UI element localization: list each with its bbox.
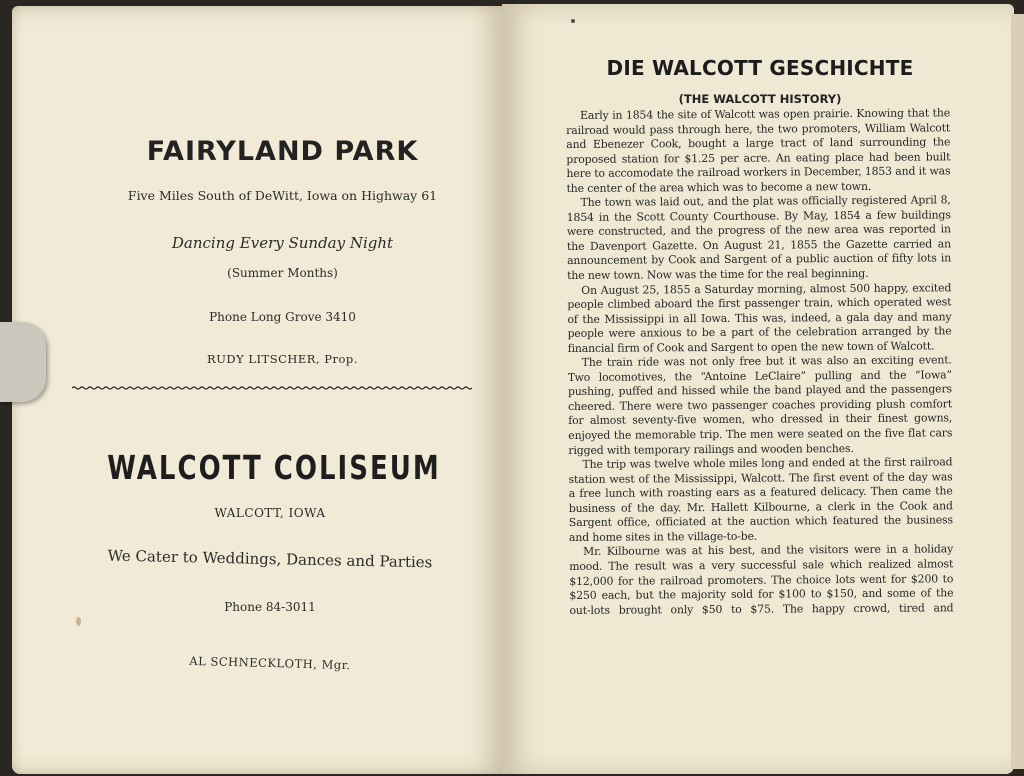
article-paragraph: The trip was twelve whole miles long and ended at the first railroad station west of the Mississippi, Walcott. The first event of the day was a free lunch with roasting ears as a featured delicacy. Then came the business of the day. Mr. Hallett Kilbourne, a clerk in the Cook and Sargent office, officiated at the auction which featured the business and home sites in the village-to-be. (568, 455, 953, 544)
fairyland-proprietor: RUDY LITSCHER, Prop. (207, 352, 358, 366)
article-paragraph: On August 25, 1855 a Saturday morning, almost 500 happy, excited people climbed aboard the first passenger train, which operated west of the Mississippi in all Iowa. This was, indeed, a gala day and many people were anxious to be a part of the celebration arranged by the financial firm of Cook and Sargent to open the new town of Walcott. (567, 280, 952, 355)
fairyland-event: Dancing Every Sunday Night (171, 234, 394, 252)
article-paragraph: The town was laid out, and the plat was officially registered April 8, 1854 in the Scott County Courthouse. By May, 1854 a few buildings were constructed, and the progress of the new area was reported in the Davenport Gazette. On August 21, 1855 the Gazette carried an announcement by Cook and Sargent of a public auction of fifty lots in the new town. Now was the time for the real beginning. (566, 193, 952, 283)
fairyland-location: Five Miles South of DeWitt, Iowa on Highway 61 (127, 188, 438, 203)
walcott-coliseum-title: WALCOTT COLISEUM (107, 450, 441, 488)
article-body (566, 106, 954, 618)
fairyland-park-title: FAIRYLAND PARK (146, 136, 419, 167)
fairyland-phone: Phone Long Grove 3410 (209, 310, 356, 324)
print-mark (571, 19, 575, 23)
coliseum-location: WALCOTT, IOWA (214, 506, 326, 520)
wavy-divider (72, 384, 472, 392)
article-paragraph: Mr. Kilbourne was at his best, and the visitors were in a holiday mood. The result was a very successful sale which realized almost $12,000 for the railroad promoters. The choice lots went for $200 to $250 each, but the majority sold for $100 to $150, and some of the out-lots brought only $50 to $75. The happy crowd, tired and (569, 542, 954, 617)
coliseum-phone: Phone 84-3011 (224, 600, 316, 614)
coliseum-slogan: We Cater to Weddings, Dances and Parties (107, 546, 433, 572)
article-paragraph: Early in 1854 the site of Walcott was open prairie. Knowing that the railroad would pass through here, the two promoters, William Walcott and Ebenezer Cook, bought a large tract of land surrounding the proposed station for $1.25 per acre. An eating place had been built here to accomodate the railroad workers in December, 1853 and it was the center of the area which was to become a new town. (566, 106, 951, 195)
article-title: DIE WALCOTT GESCHICHTE (606, 56, 914, 80)
fairyland-season: (Summer Months) (227, 266, 338, 280)
page-edge (1011, 14, 1024, 769)
article-paragraph: The train ride was not only free but it was also an exciting event. Two locomotives, the “Antoine LeClaire” pulling and the “Iowa” pushing, puffed and hissed while the band played and the passengers cheered. There were two passenger coaches providing plush comfort for almost seventy-five women, who dressed in their finest gowns, enjoyed the memorable trip. The men were seated on the five flat cars rigged with temporary railings and wooden benches. (567, 353, 953, 457)
paper-stain (76, 617, 81, 626)
article-subtitle: (THE WALCOTT HISTORY) (678, 92, 842, 106)
coliseum-manager: AL SCHNECKLOTH, Mgr. (189, 653, 351, 673)
